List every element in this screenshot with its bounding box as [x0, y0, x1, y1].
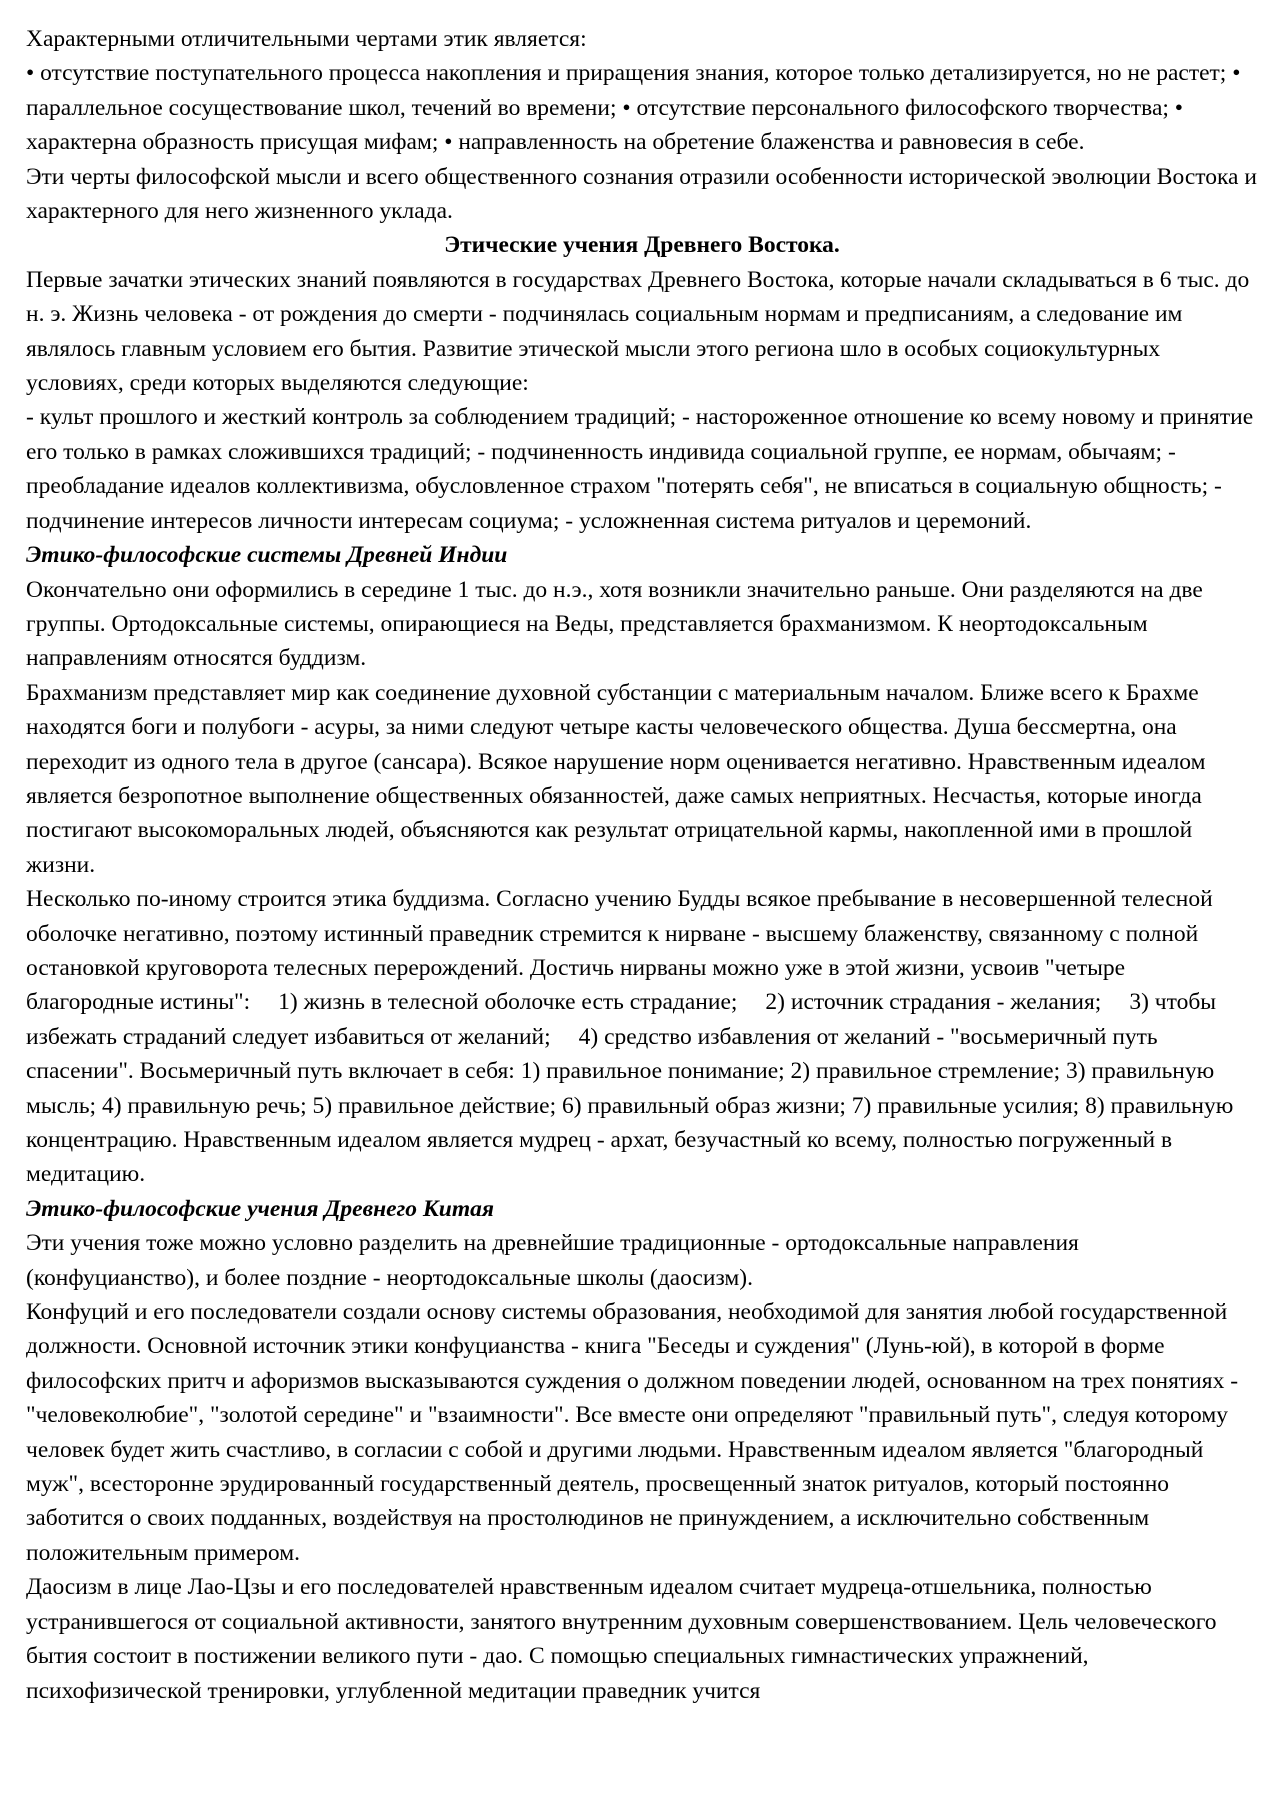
buddhism-intro: Несколько по-иному строится этика буддизма. Согласно учению Будды всякое пребывание в несовершенной телесной оболочке негативно, поэтому истинный праведник стремится к нирване - высшему блаженству, связанному с полной остановкой круговорота телесных перерождений. Достичь нирваны можно уже в этой жизни, усвоив "четыре благородные истины":: [26, 886, 1213, 1016]
noble-truth-4: 4) средство избавления от желаний - "восьмеричный путь спасении". Восьмеричный путь включает в себя: 1) правильное понимание; 2) правильное стремление; 3) правильную мысль; 4) правильную речь; 5) правильное действие; 6) правильный образ жизни; 7) правильные усилия; 8) правильную концентрацию. Нравственным идеалом является мудрец - архат, безучастный ко всему, полностью погруженный в медитацию.: [26, 1023, 1234, 1188]
traits-conclusion-paragraph: Эти черты философской мысли и всего общественного сознания отразили особенности исторической эволюции Востока и характерного для него жизненного уклада.: [26, 163, 1257, 225]
conditions-list-paragraph: - культ прошлого и жесткий контроль за соблюдением традиций; - настороженное отношение ко всему новому и принятие его только в рамках сложившихся традиций; - подчиненность индивида социальной группе, ее нормам, обычаям; - преобладание идеалов коллективизма, обусловленное страхом "потерять себя", не вписаться в социальную общность; - подчинение интересов личности интересам социума; - усложненная система ритуалов и церемоний.: [26, 404, 1254, 534]
subheading-ancient-india: Этико-философские системы Древней Индии: [26, 542, 508, 569]
subheading-ancient-china: Этико-философские учения Древнего Китая: [26, 1195, 495, 1222]
section-heading-ancient-east: Этические учения Древнего Востока.: [444, 232, 840, 259]
confucius-paragraph: Конфуций и его последователи создали основу системы образования, необходимой для занятия любой государственной должности. Основной источник этики конфуцианства - книга "Беседы и суждения" (Лунь-юй), в которой в форме философских притч и афоризмов высказываются суждения о должном поведении людей, основанном на трех понятиях - "человеколюбие", "золотой середине" и "взаимности". Все вместе они определяют "правильный путь", следуя которому человек будет жить счастливо, в согласии с собой и другими людьми. Нравственным идеалом является "благородный муж", всесторонне эрудированный государственный деятель, просвещенный знаток ритуалов, который постоянно заботится о своих подданных, воздействуя на простолюдинов не принуждением, а исключительно собственным положительным примером.: [26, 1299, 1239, 1566]
document-page: [26, 22, 1258, 1708]
buddhism-paragraph: [26, 882, 1258, 1192]
china-teachings-paragraph: Эти учения тоже можно условно разделить на древнейшие традиционные - ортодоксальные направления (конфуцианство), и более поздние - неортодоксальные школы (даосизм).: [26, 1230, 1079, 1291]
brahmanism-paragraph: Брахманизм представляет мир как соединение духовной субстанции с материальным началом. Ближе всего к Брахме находятся боги и полубоги - асуры, за ними следуют четыре касты человеческого общества. Душа бессмертна, она переходит из одного тела в другое (сансара). Всякое нарушение норм оценивается негативно. Нравственным идеалом является безропотное выполнение общественных обязанностей, даже самых неприятных. Несчастья, которые иногда постигают высокоморальных людей, объясняются как результат отрицательной кармы, накопленной ими в прошлой жизни.: [26, 679, 1206, 878]
noble-truth-2: 2) источник страдания - желания;: [765, 989, 1102, 1016]
noble-truth-1: 1) жизнь в телесной оболочке есть страдание;: [278, 989, 738, 1016]
india-systems-paragraph: Окончательно они оформились в середине 1 тыс. до н.э., хотя возникли значительно раньше. Они разделяются на две группы. Ортодоксальные системы, опирающиеся на Веды, представляется брахманизмом. К неортодоксальным направлениям относятся буддизм.: [26, 576, 1203, 672]
traits-paragraph: • отсутствие поступательного процесса накопления и приращения знания, которое только детализируется, но не растет; • параллельное сосуществование школ, течений во времени; • отсутствие персонального философского творчества; • характерна образность присущая мифам; • направленность на обретение блаженства и равновесия в себе.: [26, 60, 1241, 156]
taoism-paragraph: Даосизм в лице Лао-Цзы и его последователей нравственным идеалом считает мудреца-отшельника, полностью устранившегося от социальной активности, занятого внутренним духовным совершенствованием. Цель человеческого бытия состоит в постижении великого пути - дао. С помощью специальных гимнастических упражнений, психофизической тренировки, углубленной медитации праведник учится: [26, 1574, 1217, 1704]
intro-line: Характерными отличительными чертами этик является:: [26, 26, 587, 52]
ethics-origin-paragraph: Первые зачатки этических знаний появляются в государствах Древнего Востока, которые начали складываться в 6 тыс. до н. э. Жизнь человека - от рождения до смерти - подчинялась социальным нормам и предписаниям, а следование им являлось главным условием его бытия. Развитие этической мысли этого региона шло в особых социокультурных условиях, среди которых выделяются следующие:: [26, 266, 1250, 397]
noble-truth-3: 3) чтобы избежать страданий следует избавиться от желаний;: [26, 989, 1217, 1050]
